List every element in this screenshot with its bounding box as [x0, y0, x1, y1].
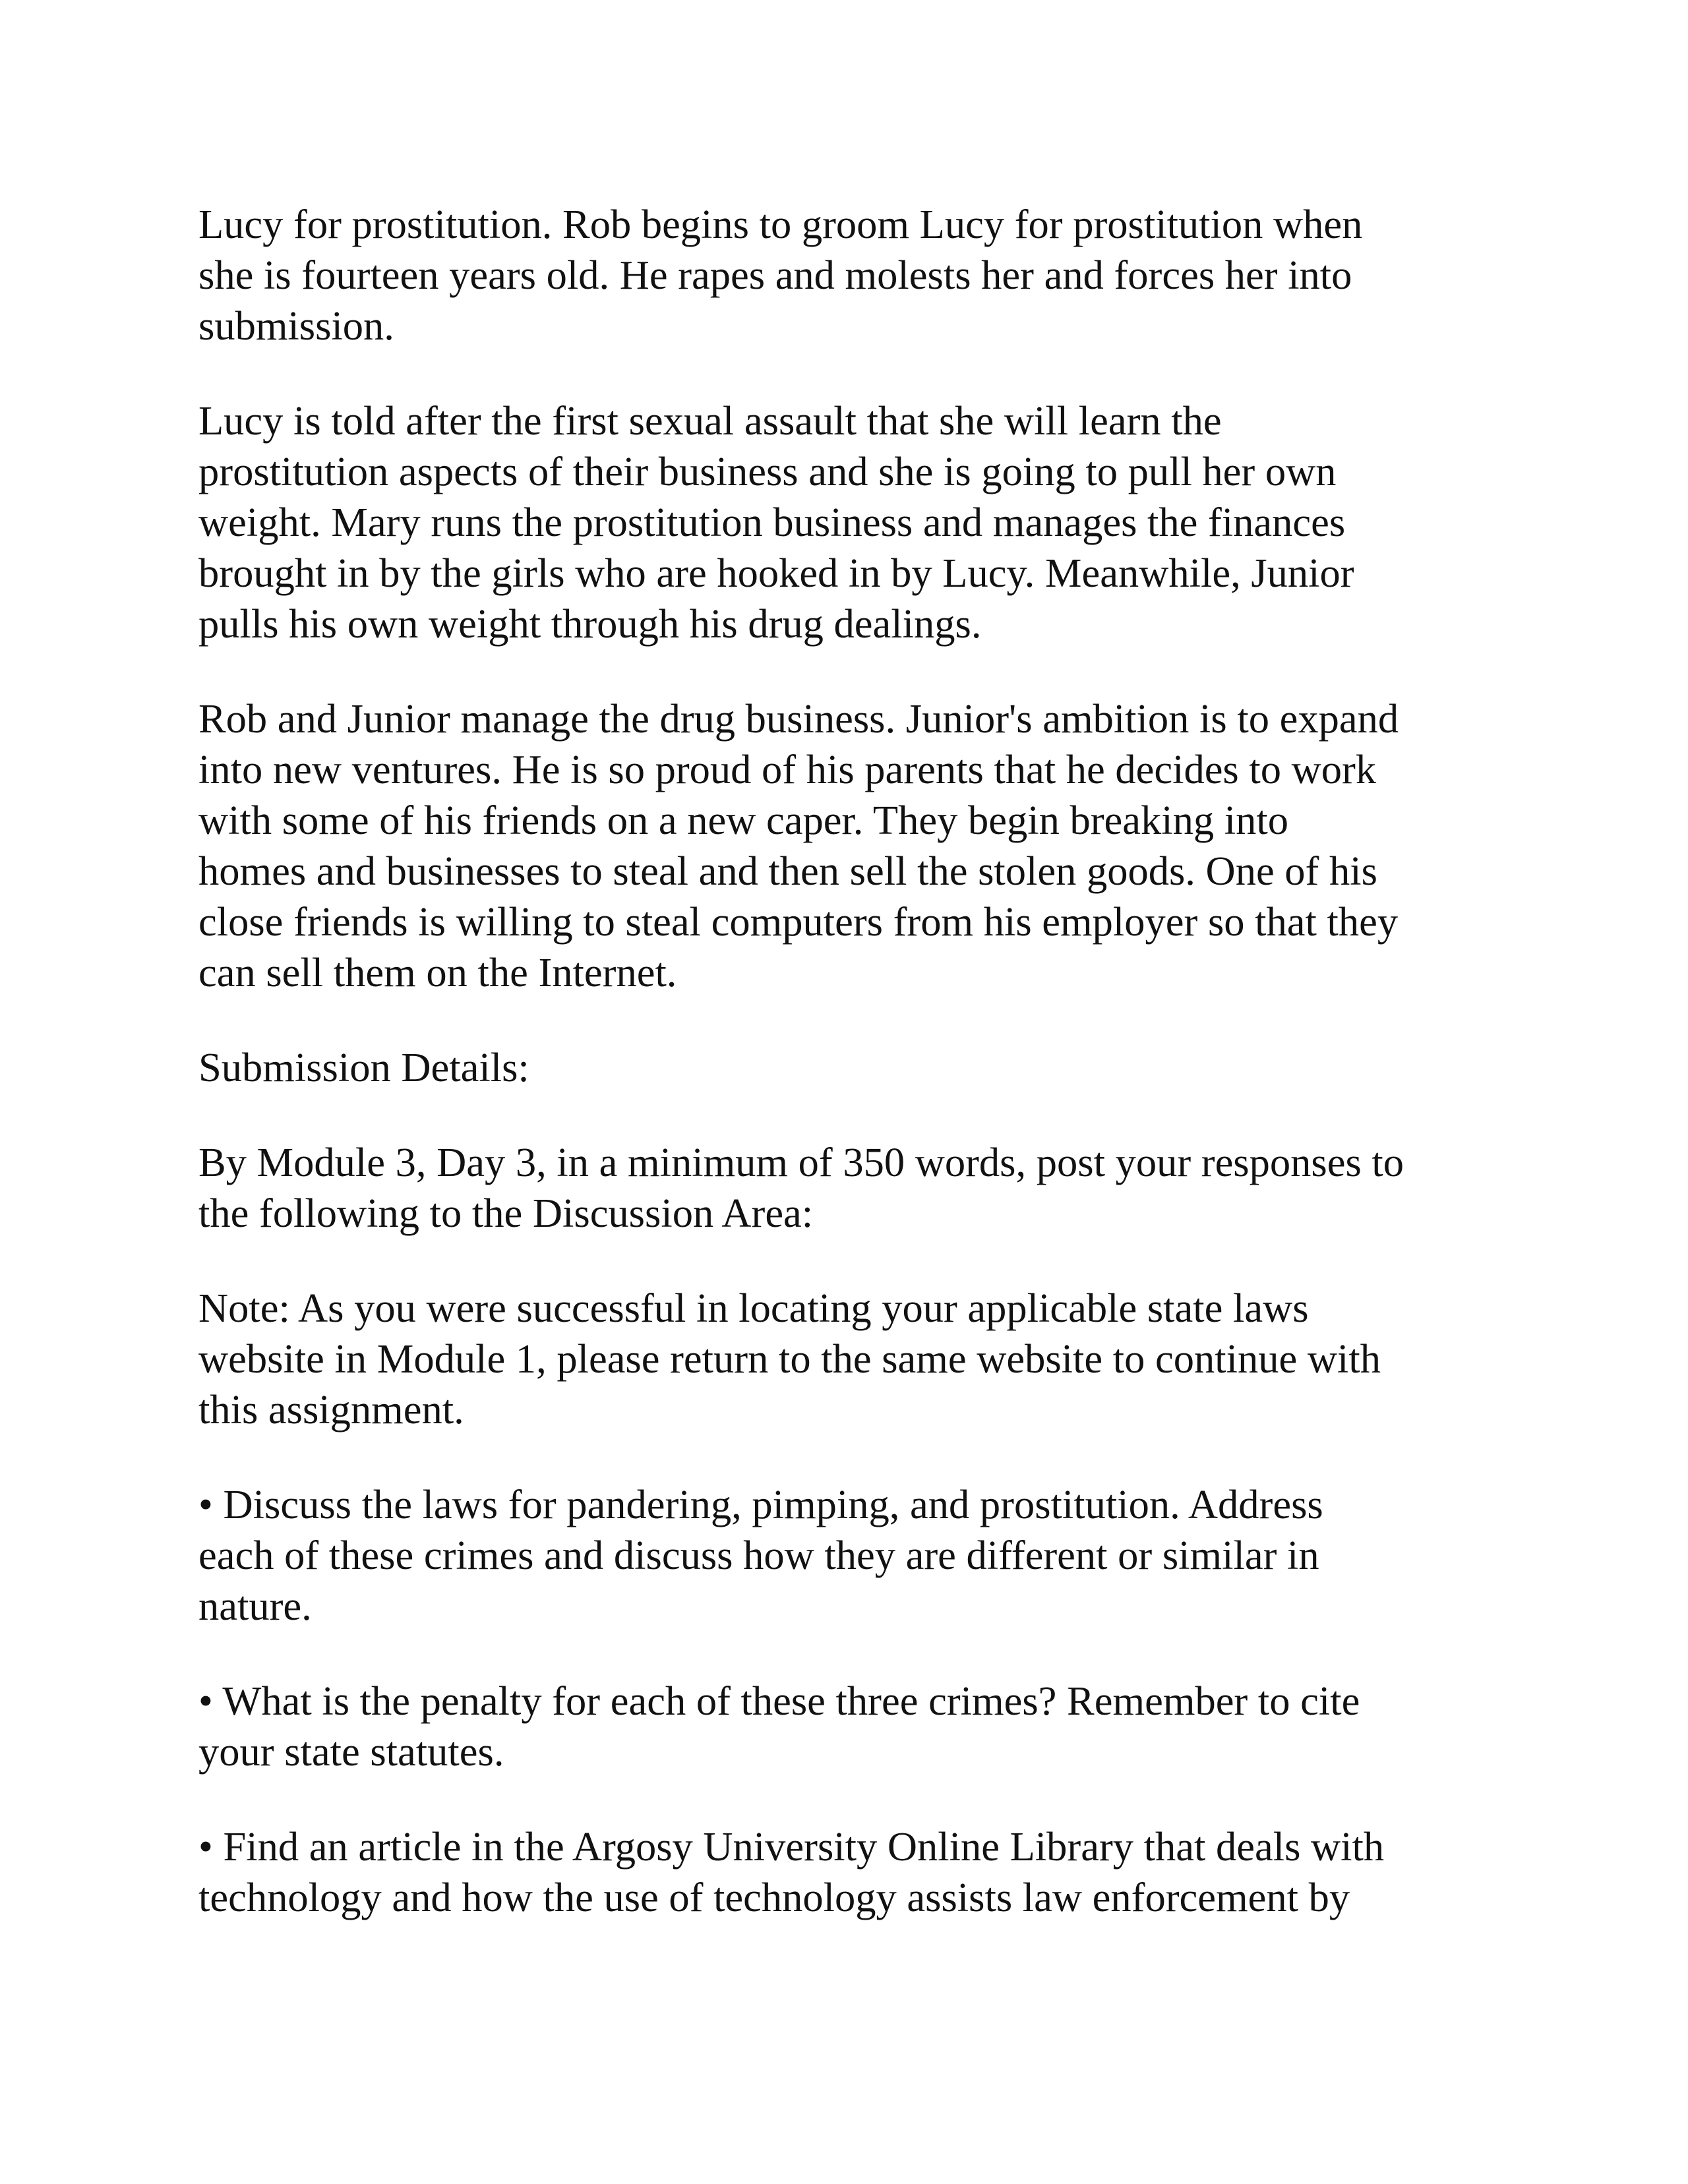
text-line: with some of his friends on a new caper. They begin breaking into [198, 797, 1288, 843]
submission-details-heading [198, 1042, 1511, 1093]
paragraph-story-business [198, 396, 1511, 649]
text-line: website in Module 1, please return to the same website to continue with [198, 1336, 1381, 1382]
text-line: technology and how the use of technology assists law enforcement by [198, 1874, 1350, 1920]
text-line: she is fourteen years old. He rapes and molests her and forces her into [198, 252, 1352, 298]
text-line: Rob and Junior manage the drug business. Junior's ambition is to expand [198, 695, 1399, 742]
paragraph-note [198, 1283, 1511, 1435]
bullet-item-article [198, 1821, 1511, 1923]
text-line: • Discuss the laws for pandering, pimping, and prostitution. Address [198, 1481, 1323, 1527]
text-line: submission. [198, 303, 394, 349]
text-line: nature. [198, 1583, 312, 1629]
text-line: can sell them on the Internet. [198, 949, 677, 995]
paragraph-story-drugs [198, 694, 1511, 998]
text-line: your state statutes. [198, 1728, 504, 1775]
text-line: into new ventures. He is so proud of his parents that he decides to work [198, 746, 1377, 792]
text-line: Lucy for prostitution. Rob begins to groom Lucy for prostitution when [198, 201, 1363, 247]
text-line: homes and businesses to steal and then sell the stolen goods. One of his [198, 848, 1377, 894]
bullet-item-penalty [198, 1676, 1511, 1777]
text-line: this assignment. [198, 1386, 464, 1432]
text-line: Submission Details: [198, 1044, 529, 1090]
bullet-item-laws [198, 1479, 1511, 1632]
text-line: each of these crimes and discuss how they are different or similar in [198, 1532, 1319, 1578]
text-line: close friends is willing to steal computers from his employer so that they [198, 899, 1399, 945]
text-line: prostitution aspects of their business and she is going to pull her own [198, 448, 1337, 494]
text-line: • What is the penalty for each of these three crimes? Remember to cite [198, 1678, 1360, 1724]
text-line: By Module 3, Day 3, in a minimum of 350 words, post your responses to [198, 1139, 1404, 1185]
document-body [198, 199, 1511, 1967]
text-line: the following to the Discussion Area: [198, 1190, 814, 1236]
text-line: pulls his own weight through his drug dealings. [198, 601, 982, 647]
paragraph-story-intro [198, 199, 1511, 351]
text-line: • Find an article in the Argosy University Online Library that deals with [198, 1823, 1385, 1870]
text-line: weight. Mary runs the prostitution business and manages the finances [198, 499, 1346, 545]
text-line: Note: As you were successful in locating your applicable state laws [198, 1285, 1309, 1331]
text-line: brought in by the girls who are hooked in by Lucy. Meanwhile, Junior [198, 550, 1354, 596]
text-line: Lucy is told after the first sexual assault that she will learn the [198, 398, 1222, 444]
paragraph-submission-instructions [198, 1137, 1511, 1239]
